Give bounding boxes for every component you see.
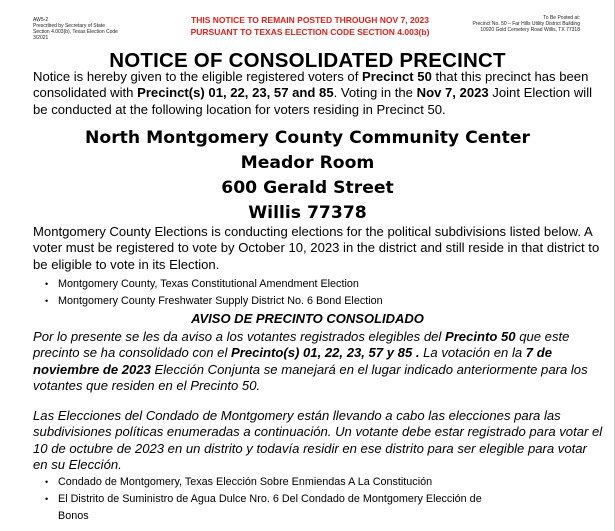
spanish-intro-text: La votación en la (419, 345, 526, 361)
bullet-icon: • (45, 279, 49, 289)
list-item (45, 474, 515, 491)
spanish-title: AVISO DE PRECINTO CONSOLIDADO (191, 311, 424, 326)
intro-text: that this precinct has been consolidated with (33, 69, 589, 101)
posting-location (450, 15, 580, 33)
intro-text: . Voting in the (333, 85, 417, 101)
spanish-intro-text: que este precinto se ha consolidado con el (33, 329, 570, 361)
election-name: Montgomery County, Texas Constitutional Amendment Election (58, 278, 359, 290)
intro-election-date: Nov 7, 2023 (416, 85, 489, 101)
intro-text: Joint Election will be conducted at the following location for voters residing in Precinct 50. (33, 85, 593, 117)
spanish-intro-precinct: Precinto 50 (444, 329, 516, 344)
intro-text: Notice is hereby given to the eligible registered voters of (33, 69, 362, 84)
intro-consolidated-precincts: Precinct(s) 01, 22, 23, 57 and 85 (137, 85, 334, 101)
form-reference-line: AW5-2 (33, 17, 49, 23)
posting-location-line: Precinct No. 50 – Far Hills Utility District Building (472, 21, 580, 27)
list-item (45, 293, 383, 310)
list-item (45, 276, 383, 293)
elections-list-es (45, 474, 515, 525)
location-city: Willis 77378 (248, 203, 367, 223)
spanish-intro-text: Por lo presente se les da aviso a los votantes registrados elegibles del (33, 329, 445, 344)
bullet-icon: • (45, 477, 49, 487)
spanish-intro-text: Elección Conjunta se manejará en el lugar indicado anteriormente para los votantes que residen en el Precinto 50. (33, 361, 588, 394)
spanish-elections-paragraph: Las Elecciones del Condado de Montgomery están llevando a cabo las elecciones para las subdivisiones políticas enumeradas a continuación. Un votante debe estar registrado para votar el 10 de octubre de 2023 en un distrito y todavía residir en ese distrito para ser elegible para votar en su Elección. (33, 408, 603, 473)
location-room: Meador Room (240, 153, 375, 173)
list-item (45, 491, 515, 525)
intro-paragraph (33, 69, 603, 118)
location-street: 600 Gerald Street (221, 178, 394, 198)
spanish-intro-paragraph (33, 329, 603, 395)
election-name: Montgomery County Freshwater Supply District No. 6 Bond Election (58, 295, 383, 307)
posting-location-line: 10920 Gold Cemetery Road Willis, TX 77318 (480, 27, 580, 33)
form-reference (33, 17, 123, 41)
bullet-icon: • (45, 494, 49, 504)
page-title: NOTICE OF CONSOLIDATED PRECINCT (109, 49, 506, 72)
spanish-intro-consolidated-precincts: Precinto(s) 01, 22, 23, 57 y 85 . (231, 345, 420, 361)
election-name: El Distrito de Suministro de Agua Dulce Nro. 6 Del Condado de Montgomery Elección de Bonos (58, 493, 482, 522)
spanish-intro-election-date: 7 de noviembre de 2023 (33, 345, 552, 377)
elections-list-en (45, 276, 383, 310)
posting-notice-line-1: THIS NOTICE TO REMAIN POSTED THROUGH NOV 7, 2023 (191, 15, 429, 25)
bullet-icon: • (45, 296, 49, 306)
posting-location-line: To Be Posted at: (543, 15, 580, 21)
elections-paragraph: Montgomery County Elections is conducting elections for the political subdivisions listed below. A voter must be registered to vote by October 10, 2023 in the district and still reside in that district to be eligible to vote in its Election. (33, 224, 600, 272)
posting-notice-line-2: PURSUANT TO TEXAS ELECTION CODE SECTION 4.003(b) (190, 27, 430, 37)
form-reference-line: Prescribed by Secretary of State (33, 23, 105, 29)
location-name: North Montgomery County Community Center (85, 128, 530, 148)
election-name: Condado de Montgomery, Texas Elección Sobre Enmiendas A La Constitución (58, 476, 433, 488)
posting-notice (130, 14, 490, 38)
form-reference-line: 3/2021 (33, 35, 49, 41)
intro-precinct: Precinct 50 (361, 69, 432, 84)
form-reference-line: Section 4.003(b), Texas Election Code (33, 29, 118, 35)
